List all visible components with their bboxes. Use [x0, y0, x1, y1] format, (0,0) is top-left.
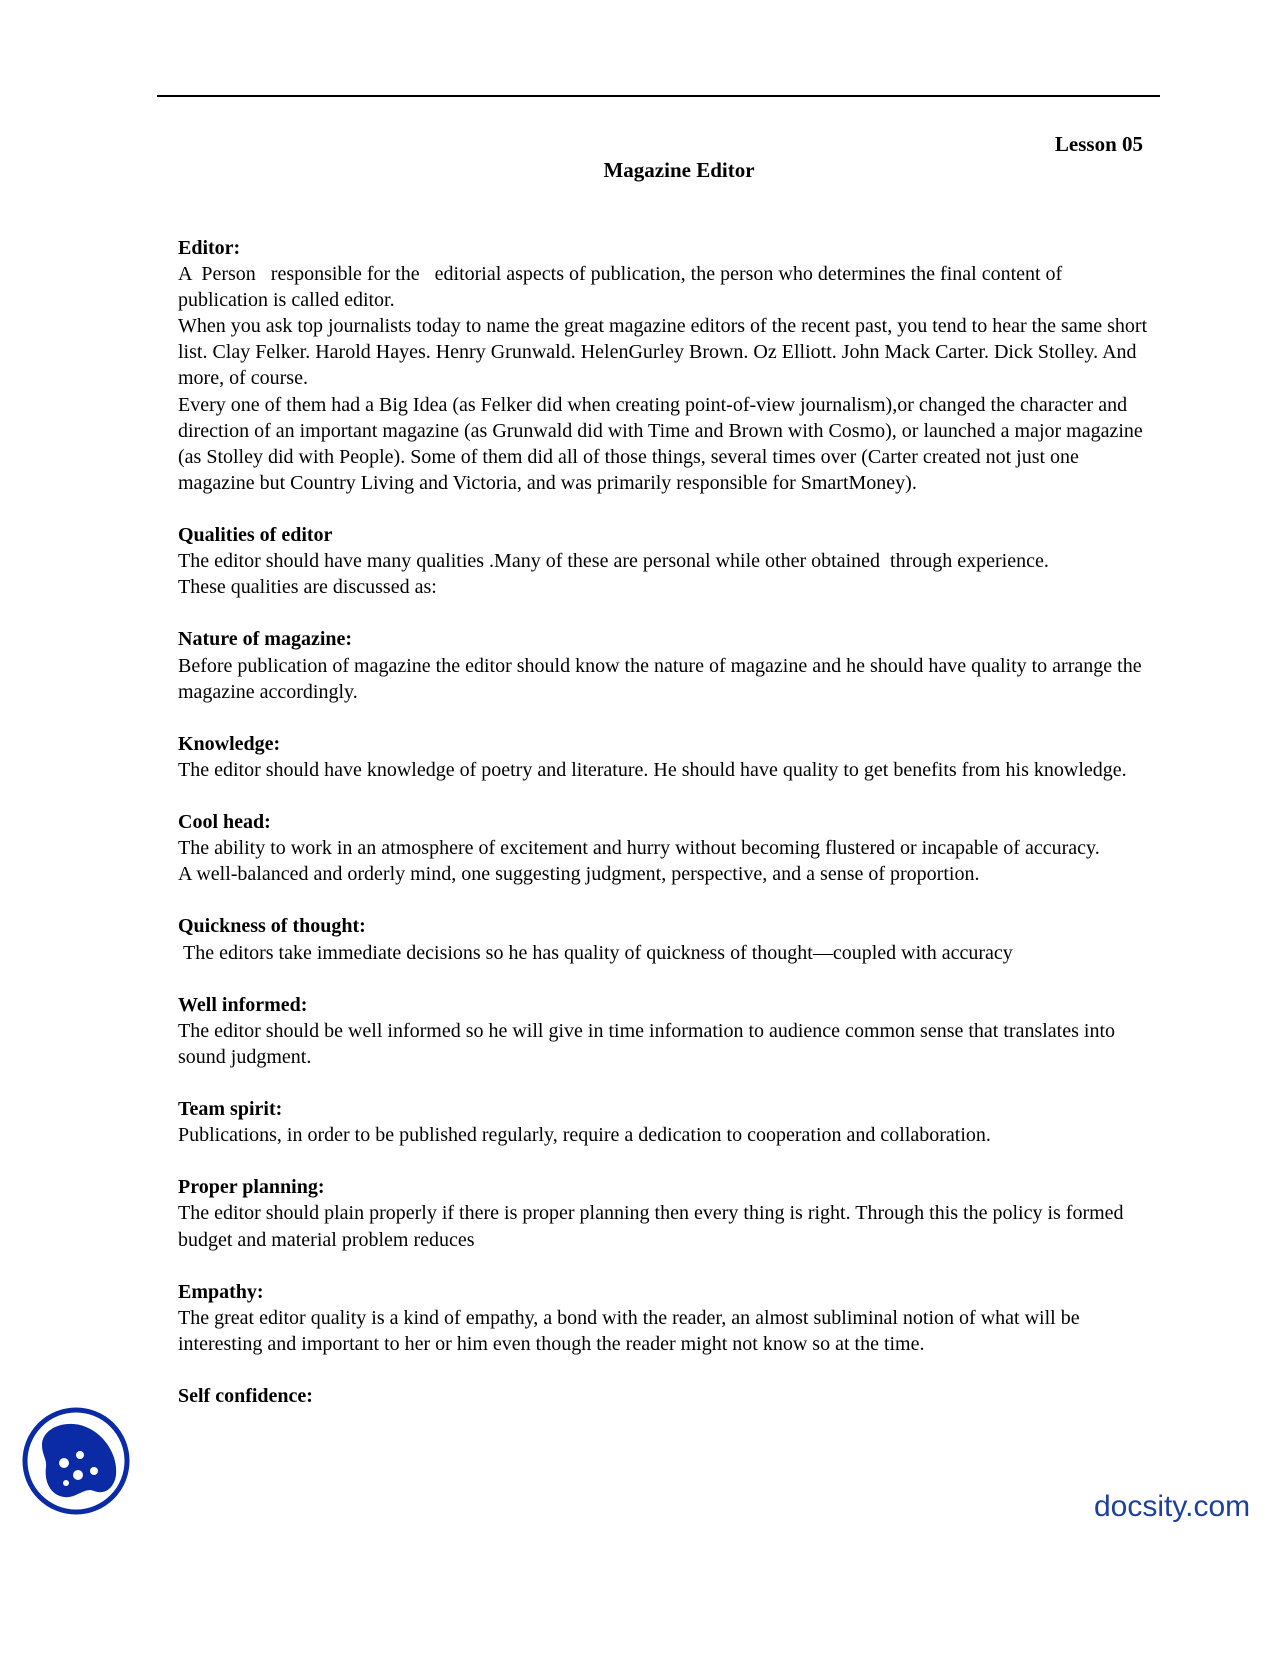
header-rule — [157, 95, 1160, 97]
section — [178, 992, 1153, 1070]
section-paragraph: The editor should plain properly if there is proper planning then every thing is right. Through this the policy is formed budget and material problem reduces — [178, 1202, 1129, 1251]
section-heading: Nature of magazine: — [178, 628, 353, 651]
section-heading: Team spirit: — [178, 1098, 283, 1121]
docsity-logo-icon[interactable] — [20, 1405, 132, 1517]
section-paragraph: The editor should be well informed so he will give in time information to audience common sense that translates into sound judgment. — [178, 1019, 1121, 1068]
page-title: Magazine Editor — [603, 158, 755, 182]
section-paragraph: Before publication of magazine the editor should know the nature of magazine and he should have quality to arrange the magazine accordingly. — [178, 654, 1147, 703]
section-heading: Empathy: — [178, 1280, 264, 1303]
section-paragraph: Every one of them had a Big Idea (as Felker did when creating point-of-view journalism),or changed the character and direction of an important magazine (as Grunwald did with Time and Brown with Cosmo), or launched a major magazine (as Stolley did with People). Some of them did all of those things, several times over (Carter created not just one magazine but Country Living and Victoria, and was primarily responsible for SmartMoney). — [178, 393, 1148, 494]
section — [178, 1279, 1153, 1357]
section — [178, 1383, 1153, 1409]
section-paragraph: The editor should have many qualities .Many of these are personal while other obtained through experience. — [178, 550, 1049, 573]
section-paragraph: When you ask top journalists today to name the great magazine editors of the recent past, you tend to hear the same short list. Clay Felker. Harold Hayes. Henry Grunwald. HelenGurley Brown. Oz Elliott. John Mack Carter. Dick Stolley. And more, of course. — [178, 315, 1153, 390]
section — [178, 1096, 1153, 1148]
section-paragraph: The editors take immediate decisions so he has quality of quickness of thought—coupled with accuracy — [178, 941, 1013, 964]
section — [178, 626, 1153, 704]
docsity-watermark[interactable]: docsity.com — [1094, 1490, 1251, 1523]
section-paragraph: The ability to work in an atmosphere of excitement and hurry without becoming flustered or incapable of accuracy. — [178, 837, 1100, 860]
section-heading: Quickness of thought: — [178, 915, 366, 938]
lesson-number: Lesson 05 — [1054, 132, 1143, 156]
section — [178, 1174, 1153, 1252]
section — [178, 913, 1153, 965]
section-paragraph: Publications, in order to be published regularly, require a dedication to cooperation and collaboration. — [178, 1124, 991, 1147]
section — [178, 809, 1153, 887]
section-paragraph: A Person responsible for the editorial aspects of publication, the person who determines the final content of publication is called editor. — [178, 263, 1068, 312]
section-paragraph: The great editor quality is a kind of empathy, a bond with the reader, an almost subliminal notion of what will be interesting and important to her or him even though the reader might not know so at the time. — [178, 1306, 1085, 1355]
section-paragraph: These qualities are discussed as: — [178, 576, 437, 599]
section-heading: Well informed: — [178, 993, 308, 1016]
section-paragraph: The editor should have knowledge of poetry and literature. He should have quality to get benefits from his knowledge. — [178, 758, 1127, 781]
section-heading: Proper planning: — [178, 1176, 325, 1199]
document-body — [178, 235, 1153, 1435]
section-heading: Qualities of editor — [178, 524, 333, 547]
section — [178, 235, 1153, 496]
section — [178, 522, 1153, 600]
section — [178, 731, 1153, 783]
section-heading: Self confidence: — [178, 1385, 313, 1408]
section-heading: Knowledge: — [178, 732, 281, 755]
section-heading: Cool head: — [178, 811, 271, 834]
section-heading: Editor: — [178, 237, 241, 259]
section-paragraph: A well-balanced and orderly mind, one suggesting judgment, perspective, and a sense of proportion. — [178, 863, 980, 886]
